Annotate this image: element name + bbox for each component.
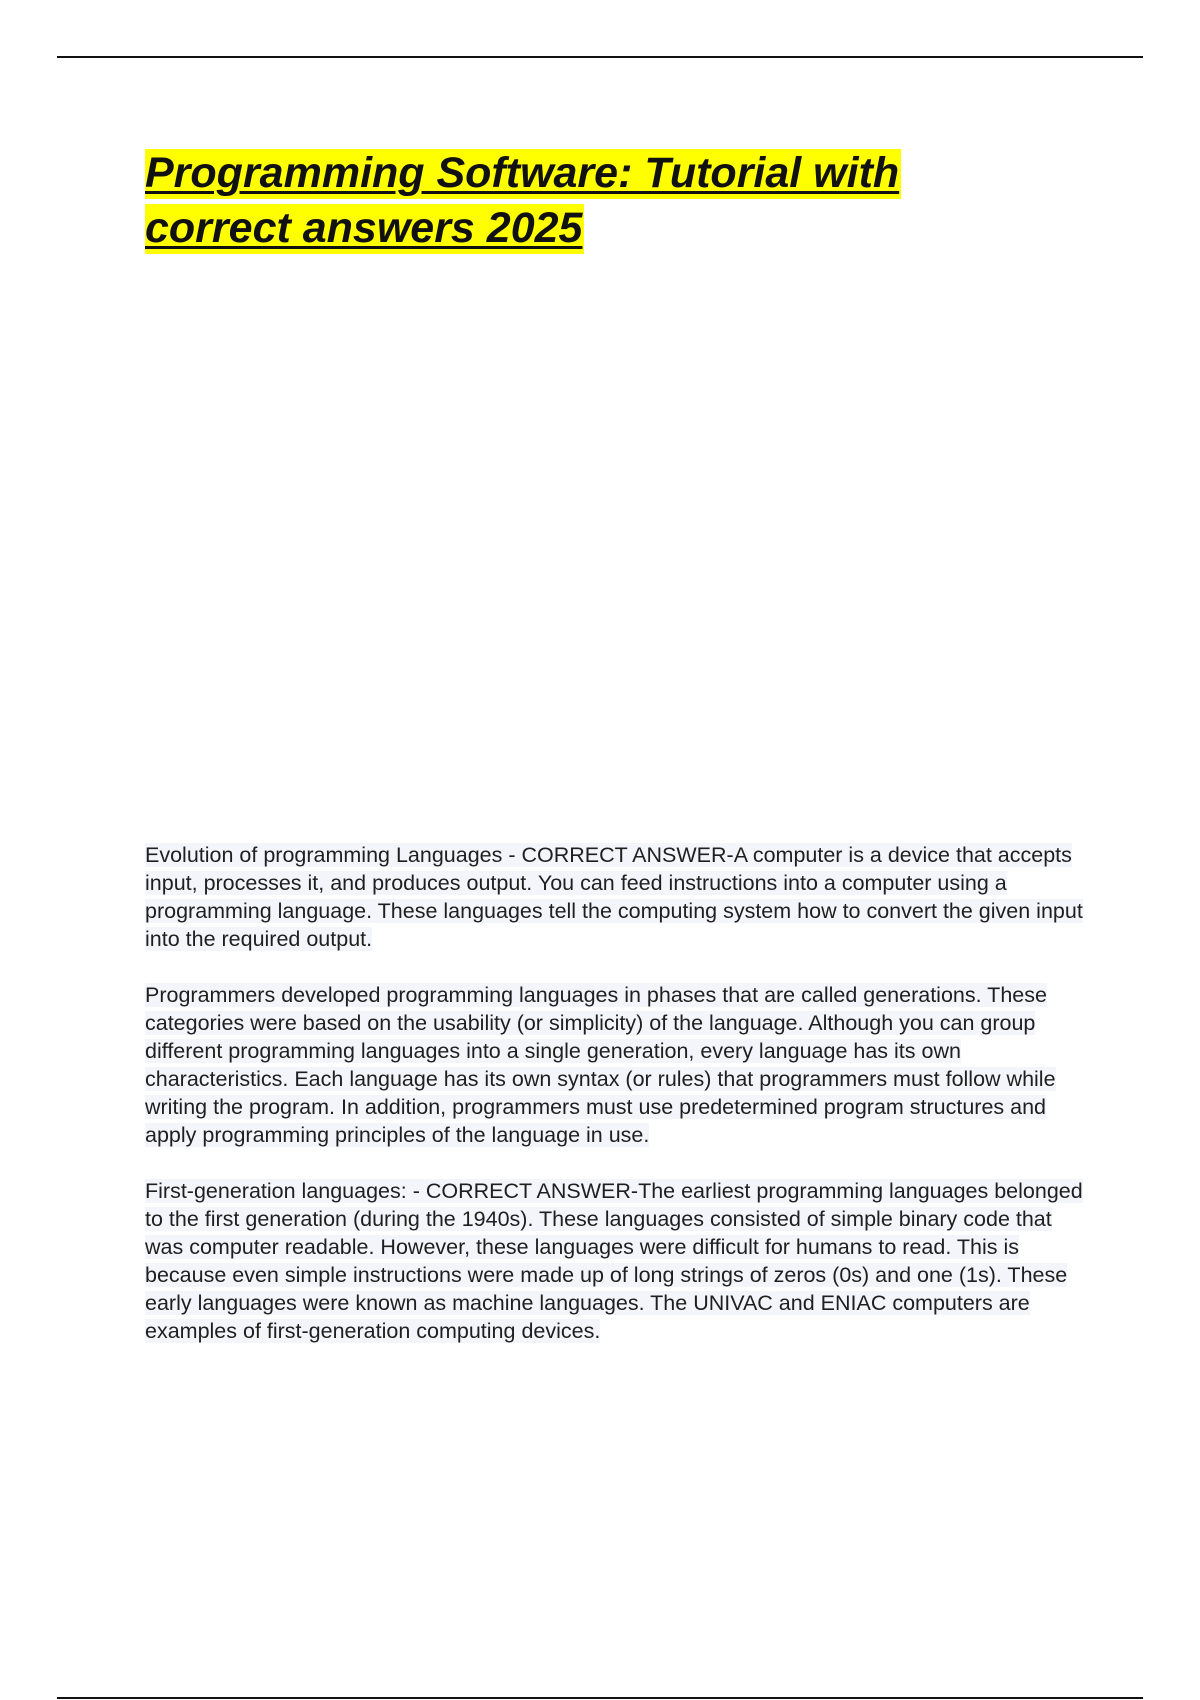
document-body <box>145 841 1095 1373</box>
document-title <box>145 146 1025 256</box>
top-divider <box>57 56 1143 58</box>
paragraph-first-generation <box>145 1177 1095 1345</box>
title-highlight <box>145 149 901 254</box>
bottom-divider <box>57 1697 1143 1699</box>
title-line-1: Programming Software: Tutorial with <box>145 149 900 197</box>
title-line-2: correct answers 2025 <box>145 204 583 252</box>
paragraph-text: Programmers developed programming languages in phases that are called generations. These categories were based on the usability (or simplicity) of the language. Although you can group different programming languages into a single generation, every language has its own characteristics. Each language has its own syntax (or rules) that programmers must follow while writing the program. In addition, programmers must use predetermined program structures and apply programming principles of the language in use. <box>145 983 1056 1147</box>
paragraph-evolution <box>145 841 1095 953</box>
paragraph-text: Evolution of programming Languages - CORRECT ANSWER-A computer is a device that accepts input, processes it, and produces output. You can feed instructions into a computer using a programming language. These languages tell the computing system how to convert the given input into the required output. <box>145 843 1083 951</box>
paragraph-generations <box>145 981 1095 1149</box>
paragraph-text: First-generation languages: - CORRECT ANSWER-The earliest programming languages belonged to the first generation (during the 1940s). These languages consisted of simple binary code that was computer readable. However, these languages were difficult for humans to read. This is because even simple instructions were made up of long strings of zeros (0s) and one (1s). These early languages were known as machine languages. The UNIVAC and ENIAC computers are examples of first-generation computing devices. <box>145 1179 1083 1343</box>
